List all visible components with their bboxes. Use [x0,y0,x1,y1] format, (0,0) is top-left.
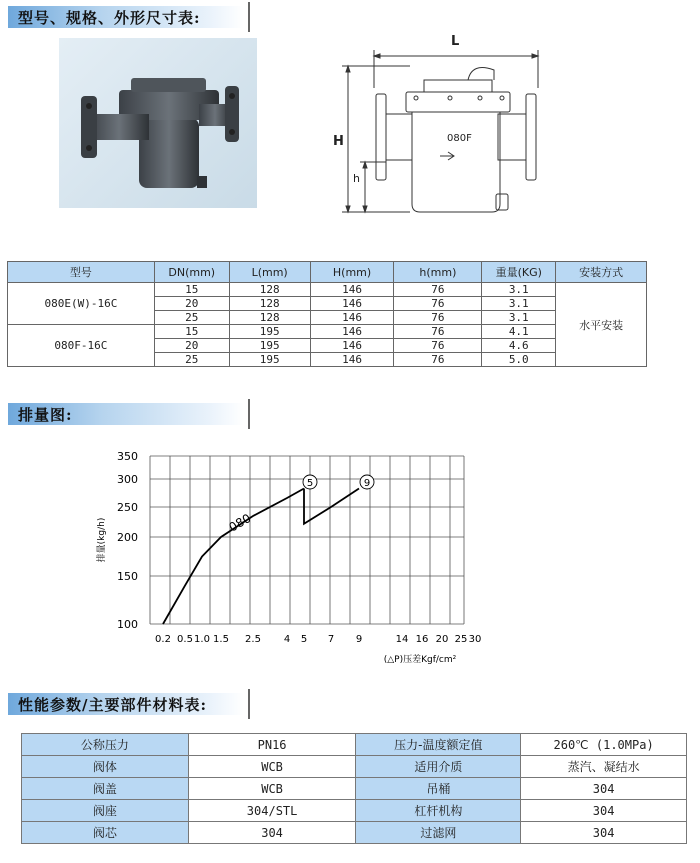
x-axis-label: (△P)压差Kgf/cm² [383,655,457,665]
dimension-drawing [320,28,560,218]
section-header-materials [8,693,244,715]
x-tick-label: 5 [300,634,308,645]
value-cell: 146 [310,283,394,297]
steam-trap-image [59,38,257,208]
series-label: 080 [226,511,254,535]
table-row [22,734,687,756]
value-cell: 4.6 [482,339,556,353]
section-title: 排量图: [18,406,73,424]
value-cell: 15 [154,325,229,339]
param-name-cell: 吊桶 [356,778,521,800]
table-row [8,283,647,297]
capacity-chart [90,440,510,670]
column-header: 安装方式 [556,262,647,283]
spec-table [7,261,647,367]
x-tick-label: 16 [415,634,429,645]
x-tick-label: 1.0 [194,634,210,645]
param-value-cell: 304 [521,822,687,844]
series-line [163,489,304,625]
param-name-cell: 阀体 [22,756,189,778]
value-cell: 5.0 [482,353,556,367]
value-cell: 76 [394,283,482,297]
value-cell: 3.1 [482,283,556,297]
value-cell: 25 [154,311,229,325]
x-tick-label: 0.2 [155,634,171,645]
y-tick-label: 200 [117,531,138,544]
material-table [21,733,687,844]
x-tick-label: 20 [435,634,449,645]
column-header: 型号 [8,262,155,283]
column-header: h(mm) [394,262,482,283]
model-cell: 080E(W)-16C [8,283,155,325]
value-cell: 25 [154,353,229,367]
param-value-cell: WCB [188,778,356,800]
section-title: 型号、规格、外形尺寸表: [18,9,201,27]
section-header-chart [8,403,244,425]
annotation-label: 5 [306,478,314,489]
param-value-cell: 蒸汽、凝结水 [521,756,687,778]
x-tick-label: 9 [355,634,363,645]
value-cell: 146 [310,339,394,353]
param-value-cell: PN16 [188,734,356,756]
dim-h-label: h [353,172,360,185]
param-name-cell: 过滤网 [356,822,521,844]
dim-L-label: L [451,34,460,49]
value-cell: 76 [394,325,482,339]
value-cell: 195 [229,325,310,339]
value-cell: 3.1 [482,311,556,325]
y-tick-label: 350 [117,450,138,463]
column-header: L(mm) [229,262,310,283]
table-row [22,778,687,800]
value-cell: 146 [310,325,394,339]
value-cell: 195 [229,353,310,367]
model-mark: 080F [447,133,472,144]
model-cell: 080F-16C [8,325,155,367]
value-cell: 3.1 [482,297,556,311]
param-value-cell: WCB [188,756,356,778]
dim-H-label: H [333,134,344,149]
param-name-cell: 适用介质 [356,756,521,778]
annotation-label: 9 [363,478,371,489]
param-name-cell: 压力-温度额定值 [356,734,521,756]
value-cell: 76 [394,297,482,311]
table-row [22,756,687,778]
x-tick-label: 2.5 [245,634,261,645]
x-tick-label: 7 [327,634,335,645]
x-tick-label: 14 [395,634,409,645]
param-value-cell: 304 [188,822,356,844]
param-name-cell: 阀芯 [22,822,189,844]
x-tick-label: 4 [283,634,291,645]
param-name-cell: 公称压力 [22,734,189,756]
x-tick-label: 25 [454,634,468,645]
column-header: 重量(KG) [482,262,556,283]
x-tick-label: 1.5 [213,634,229,645]
param-value-cell: 304 [521,800,687,822]
table-row [8,325,647,339]
param-value-cell: 304/STL [188,800,356,822]
value-cell: 128 [229,283,310,297]
y-tick-label: 250 [117,501,138,514]
table-row [22,822,687,844]
section-title: 性能参数/主要部件材料表: [18,696,208,714]
y-axis-label: 排量(kg/h) [97,517,107,563]
y-tick-label: 150 [117,570,138,583]
series-line [304,489,359,524]
y-tick-label: 300 [117,473,138,486]
product-photo [59,38,257,208]
value-cell: 128 [229,311,310,325]
column-header: DN(mm) [154,262,229,283]
param-name-cell: 杠杆机构 [356,800,521,822]
value-cell: 20 [154,339,229,353]
x-tick-label: 30 [468,634,482,645]
install-cell: 水平安装 [556,283,647,367]
y-tick-label: 100 [117,618,138,631]
value-cell: 20 [154,297,229,311]
column-header: H(mm) [310,262,394,283]
x-tick-label: 0.5 [177,634,193,645]
param-name-cell: 阀座 [22,800,189,822]
value-cell: 76 [394,311,482,325]
value-cell: 146 [310,353,394,367]
section-header-specs [8,6,244,28]
value-cell: 76 [394,353,482,367]
param-name-cell: 阀盖 [22,778,189,800]
value-cell: 76 [394,339,482,353]
value-cell: 128 [229,297,310,311]
table-row [22,800,687,822]
param-value-cell: 260℃ (1.0MPa) [521,734,687,756]
value-cell: 4.1 [482,325,556,339]
value-cell: 15 [154,283,229,297]
value-cell: 146 [310,311,394,325]
value-cell: 146 [310,297,394,311]
param-value-cell: 304 [521,778,687,800]
value-cell: 195 [229,339,310,353]
